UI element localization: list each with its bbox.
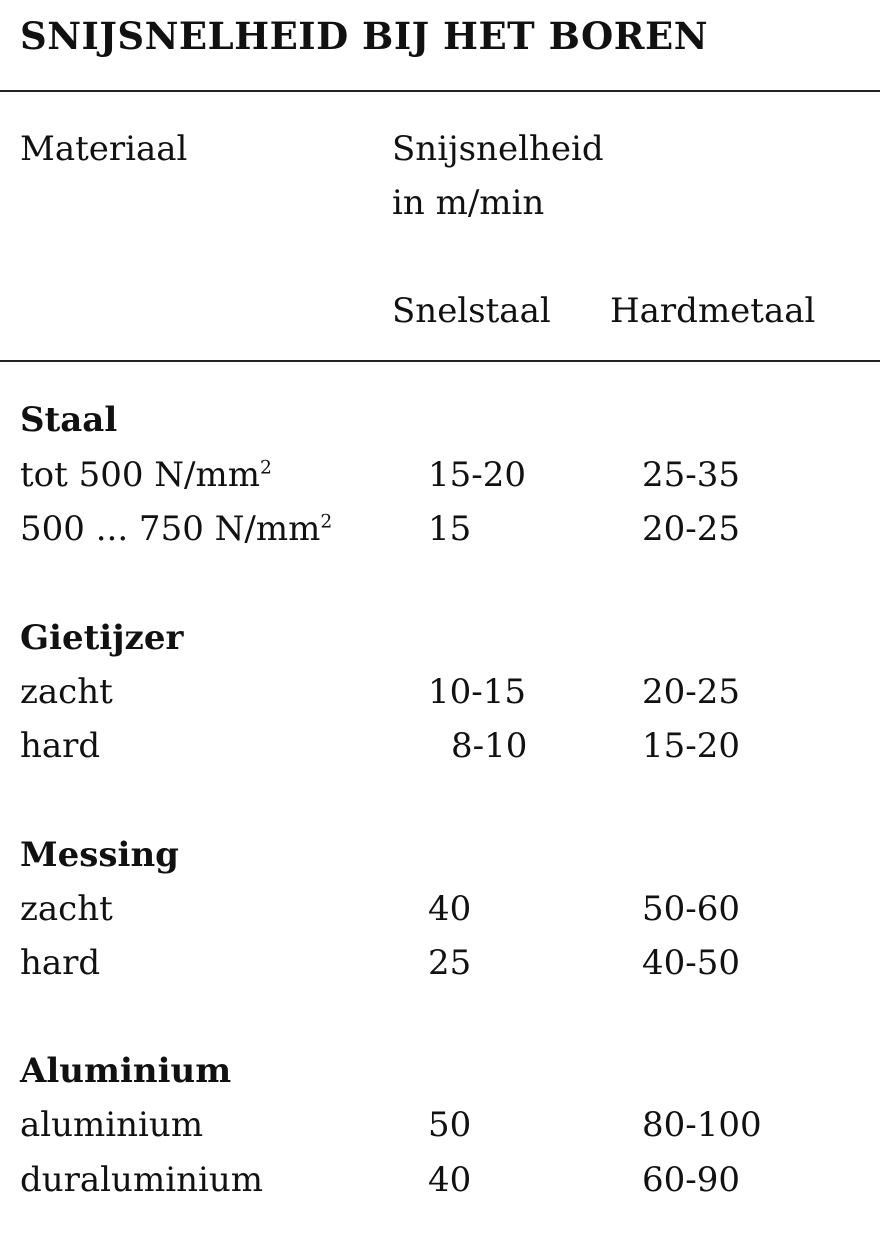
header-hardmetaal: Hardmetaal <box>610 291 816 331</box>
group-title-aluminium: Aluminium <box>20 1051 232 1091</box>
superscript: 2 <box>260 457 272 479</box>
header-snijsnelheid: Snijsnelheid <box>392 129 604 169</box>
hardmetaal-value: 80-100 <box>642 1105 762 1145</box>
snelstaal-value: 40 <box>428 1160 472 1200</box>
material-label: zacht <box>20 889 113 929</box>
hardmetaal-value: 50-60 <box>642 889 741 929</box>
hardmetaal-value: 40-50 <box>642 943 741 983</box>
material-label <box>20 455 272 495</box>
header-unit: in m/min <box>392 183 545 223</box>
snelstaal-value: 8-10 <box>451 726 528 766</box>
material-label: zacht <box>20 672 113 712</box>
hardmetaal-value: 20-25 <box>642 509 741 549</box>
group-title-messing: Messing <box>20 835 179 875</box>
material-label: hard <box>20 943 101 983</box>
header-materiaal: Materiaal <box>20 129 188 169</box>
hardmetaal-value: 25-35 <box>642 455 741 495</box>
group-title-gietijzer: Gietijzer <box>20 618 184 658</box>
snelstaal-value: 15 <box>428 509 472 549</box>
top-divider <box>0 90 880 92</box>
hardmetaal-value: 60-90 <box>642 1160 741 1200</box>
material-label: duraluminium <box>20 1160 263 1200</box>
header-divider <box>0 360 880 362</box>
snelstaal-value: 50 <box>428 1105 472 1145</box>
header-snelstaal: Snelstaal <box>392 291 551 331</box>
group-title-staal: Staal <box>20 400 118 440</box>
material-label-text: tot 500 N/mm <box>20 455 260 495</box>
material-label-text: 500 ... 750 N/mm <box>20 509 321 549</box>
page-title: SNIJSNELHEID BIJ HET BOREN <box>20 14 709 58</box>
hardmetaal-value: 15-20 <box>642 726 741 766</box>
material-label: aluminium <box>20 1105 204 1145</box>
snelstaal-value: 10-15 <box>428 672 527 712</box>
snelstaal-value: 25 <box>428 943 472 983</box>
snelstaal-value: 15-20 <box>428 455 527 495</box>
material-label <box>20 509 332 549</box>
hardmetaal-value: 20-25 <box>642 672 741 712</box>
snelstaal-value: 40 <box>428 889 472 929</box>
material-label: hard <box>20 726 101 766</box>
superscript: 2 <box>320 511 333 533</box>
